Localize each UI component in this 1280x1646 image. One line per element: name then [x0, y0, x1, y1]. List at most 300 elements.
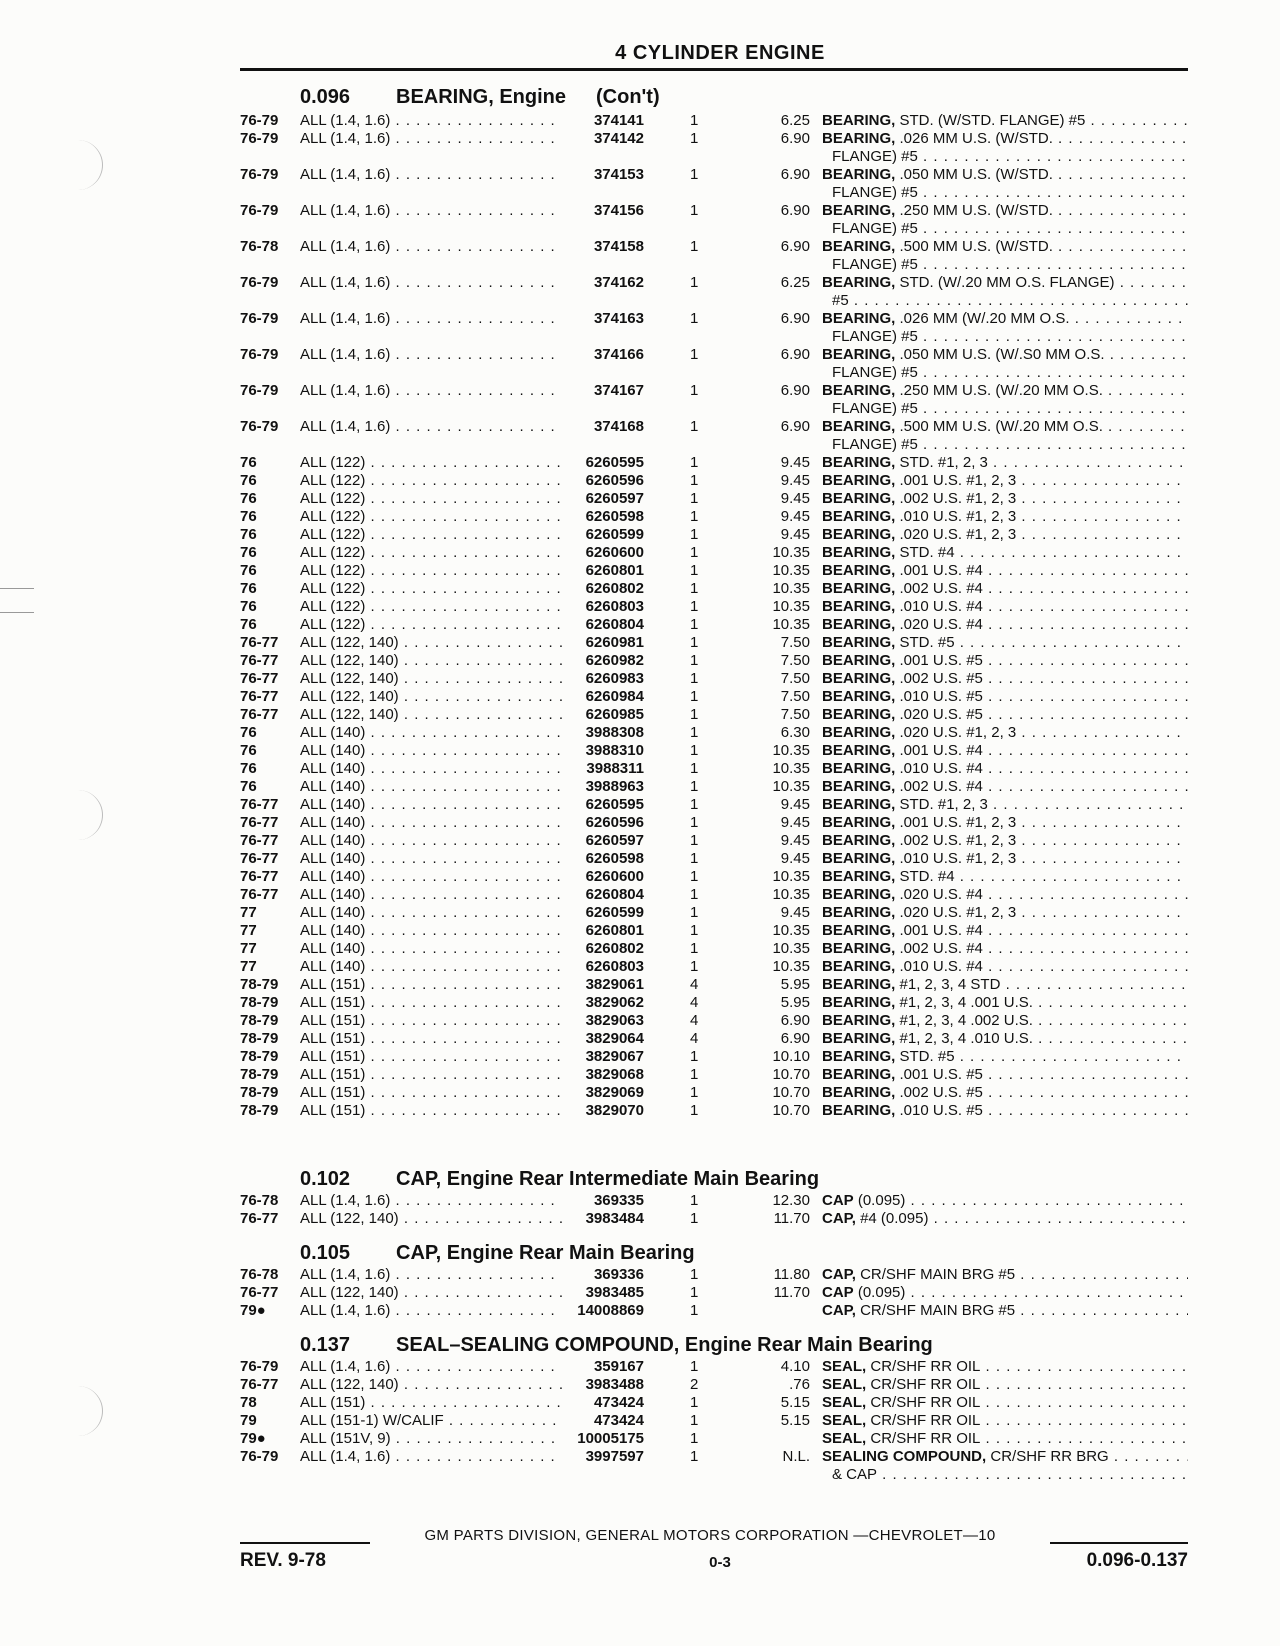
- part-number-cell: 3983484: [585, 1210, 644, 1227]
- quantity-cell: 1: [690, 1448, 699, 1465]
- description-keyword: BEARING,: [822, 112, 896, 129]
- description-text: .500 MM U.S. (W/STD.: [899, 238, 1053, 255]
- application-cell: ALL (122) . . .: [300, 526, 562, 544]
- table-row: [240, 1102, 1190, 1120]
- binder-hole: [58, 1386, 103, 1436]
- description-text: .002 U.S. #1, 2, 3: [899, 490, 1017, 507]
- description-cell: [822, 1430, 1188, 1448]
- price-cell: 10.70: [772, 1066, 810, 1083]
- description-keyword: BEARING,: [822, 760, 896, 777]
- section-continued: (Con't): [596, 86, 660, 108]
- quantity-cell: 1: [690, 1266, 699, 1283]
- year-cell: 76: [240, 778, 257, 795]
- table-row: [240, 670, 1190, 688]
- year-cell: 76-79: [240, 202, 279, 219]
- description-continuation: & CAP . . .: [832, 1466, 1188, 1484]
- price-cell: 6.90: [780, 1030, 810, 1047]
- part-number-cell: 374158: [593, 238, 644, 255]
- margin-mark: [0, 612, 34, 613]
- description-keyword: BEARING,: [822, 202, 896, 219]
- year-cell: 76-78: [240, 1266, 279, 1283]
- application-cell: ALL (122) . . .: [300, 562, 562, 580]
- part-number-cell: 6260983: [585, 670, 644, 687]
- price-cell: 6.90: [780, 418, 810, 435]
- year-cell: 76: [240, 616, 257, 633]
- year-cell: 78-79: [240, 1030, 279, 1047]
- part-number-cell: 6260804: [585, 616, 644, 633]
- application-cell: ALL (140) . . .: [300, 814, 562, 832]
- part-number-cell: 3829061: [585, 976, 644, 993]
- description-keyword: BEARING,: [822, 724, 896, 741]
- description-continuation: FLANGE) #5 . . .: [832, 436, 1188, 454]
- description-text: .001 U.S. #4: [899, 922, 983, 939]
- price-cell: 7.50: [780, 706, 810, 723]
- part-number-cell: 6260801: [585, 922, 644, 939]
- quantity-cell: 1: [690, 634, 699, 651]
- table-row: [240, 1284, 1190, 1302]
- footer-rule: [240, 1542, 370, 1544]
- description-cell: [822, 1084, 1188, 1102]
- year-cell: 76-77: [240, 886, 279, 903]
- description-cell: [822, 778, 1188, 796]
- year-cell: 76-79: [240, 382, 279, 399]
- section-code: 0.137: [300, 1334, 351, 1356]
- application-cell: ALL (122, 140) . . .: [300, 1284, 562, 1302]
- description-cell: [822, 454, 1188, 472]
- description-cell: [822, 598, 1188, 616]
- quantity-cell: 4: [690, 976, 699, 993]
- application-cell: ALL (1.4, 1.6) . . .: [300, 238, 562, 256]
- price-cell: 6.90: [780, 130, 810, 147]
- description-keyword: BEARING,: [822, 562, 896, 579]
- description-cell: [822, 580, 1188, 598]
- application-cell: ALL (151) . . .: [300, 976, 562, 994]
- quantity-cell: 1: [690, 418, 699, 435]
- description-text: STD. #5: [899, 1048, 955, 1065]
- price-cell: 10.35: [772, 616, 810, 633]
- application-cell: ALL (151) . . .: [300, 1048, 562, 1066]
- application-cell: ALL (140) . . .: [300, 868, 562, 886]
- application-cell: ALL (122) . . .: [300, 598, 562, 616]
- table-row: [240, 274, 1190, 292]
- part-number-cell: 3829070: [585, 1102, 644, 1119]
- price-cell: 9.45: [780, 472, 810, 489]
- description-text: .020 U.S. #1, 2, 3: [899, 724, 1017, 741]
- table-row: [240, 580, 1190, 598]
- description-text: .002 U.S. #4: [899, 580, 983, 597]
- margin-mark: [0, 588, 34, 589]
- description-keyword: BEARING,: [822, 850, 896, 867]
- quantity-cell: 1: [690, 238, 699, 255]
- description-cell: [822, 1376, 1188, 1394]
- application-cell: ALL (151V, 9) . . .: [300, 1430, 562, 1448]
- table-row: [240, 112, 1190, 130]
- quantity-cell: 1: [690, 778, 699, 795]
- description-cell: [822, 1210, 1188, 1228]
- description-text: CR/SHF RR OIL: [870, 1394, 981, 1411]
- description-text: CR/SHF RR OIL: [870, 1412, 981, 1429]
- year-cell: 76: [240, 526, 257, 543]
- description-keyword: CAP,: [822, 1302, 856, 1319]
- application-cell: ALL (122) . . .: [300, 472, 562, 490]
- quantity-cell: 1: [690, 1284, 699, 1301]
- description-text: (0.095): [857, 1192, 906, 1209]
- description-cell: [822, 742, 1188, 760]
- description-text: .001 U.S. #4: [899, 562, 983, 579]
- table-row: [240, 706, 1190, 724]
- application-cell: ALL (151) . . .: [300, 1102, 562, 1120]
- year-cell: 76-79: [240, 274, 279, 291]
- description-cell: [822, 670, 1188, 688]
- description-continuation: FLANGE) #5 . . .: [832, 220, 1188, 238]
- description-cell: [822, 904, 1188, 922]
- section-header-0102: [300, 1168, 819, 1191]
- quantity-cell: 1: [690, 1302, 699, 1319]
- description-text: (0.095): [857, 1284, 906, 1301]
- year-cell: 78-79: [240, 1102, 279, 1119]
- description-cell: [822, 706, 1188, 724]
- quantity-cell: 1: [690, 1412, 699, 1429]
- description-keyword: BEARING,: [822, 688, 896, 705]
- description-keyword: BEARING,: [822, 670, 896, 687]
- table-row: [240, 724, 1190, 742]
- quantity-cell: 1: [690, 616, 699, 633]
- quantity-cell: 1: [690, 1102, 699, 1119]
- price-cell: 9.45: [780, 904, 810, 921]
- description-cell: [822, 310, 1188, 328]
- year-cell: 76: [240, 490, 257, 507]
- year-cell: 76-79: [240, 1358, 279, 1375]
- year-cell: 76-77: [240, 832, 279, 849]
- description-text: CR/SHF MAIN BRG #5: [860, 1266, 1016, 1283]
- part-number-cell: 3997597: [585, 1448, 644, 1465]
- application-cell: ALL (122, 140) . . .: [300, 652, 562, 670]
- price-cell: N.L.: [782, 1448, 810, 1465]
- description-keyword: BEARING,: [822, 886, 896, 903]
- section-code: 0.102: [300, 1168, 351, 1190]
- price-cell: 11.70: [773, 1284, 810, 1301]
- table-row: [240, 796, 1190, 814]
- description-cell: [822, 688, 1188, 706]
- quantity-cell: 1: [690, 922, 699, 939]
- application-cell: ALL (140) . . .: [300, 778, 562, 796]
- description-continuation: FLANGE) #5 . . .: [832, 184, 1188, 202]
- description-keyword: CAP,: [822, 1266, 856, 1283]
- description-cell: [822, 202, 1188, 220]
- section-header-0137: [300, 1334, 933, 1357]
- description-keyword: BEARING,: [822, 958, 896, 975]
- table-row: [240, 976, 1190, 994]
- description-continuation: FLANGE) #5 . . .: [832, 328, 1188, 346]
- description-cell: [822, 1358, 1188, 1376]
- quantity-cell: 1: [690, 688, 699, 705]
- description-keyword: BEARING,: [822, 490, 896, 507]
- description-cell: [822, 976, 1188, 994]
- part-number-cell: 3829068: [585, 1066, 644, 1083]
- quantity-cell: 1: [690, 490, 699, 507]
- quantity-cell: 1: [690, 1210, 699, 1227]
- part-number-cell: 14008869: [577, 1302, 644, 1319]
- table-row: [240, 1012, 1190, 1030]
- price-cell: 7.50: [780, 634, 810, 651]
- table-row: [240, 130, 1190, 148]
- year-cell: 77: [240, 958, 257, 975]
- description-cell: [822, 1030, 1188, 1048]
- description-cell: [822, 1448, 1188, 1466]
- description-cell: [822, 796, 1188, 814]
- description-cell: [822, 526, 1188, 544]
- table-row: [240, 598, 1190, 616]
- year-cell: 76-77: [240, 868, 279, 885]
- table-row: [240, 634, 1190, 652]
- application-cell: ALL (140) . . .: [300, 922, 562, 940]
- year-cell: 78-79: [240, 1048, 279, 1065]
- description-cell: [822, 472, 1188, 490]
- part-number-cell: 3829064: [585, 1030, 644, 1047]
- application-cell: ALL (151) . . .: [300, 1030, 562, 1048]
- part-number-cell: 374156: [593, 202, 644, 219]
- description-keyword: BEARING,: [822, 274, 896, 291]
- price-cell: 5.15: [780, 1394, 810, 1411]
- price-cell: 5.95: [780, 994, 810, 1011]
- quantity-cell: 1: [690, 1084, 699, 1101]
- description-cell: [822, 1412, 1188, 1430]
- price-cell: 10.35: [772, 868, 810, 885]
- description-keyword: BEARING,: [822, 544, 896, 561]
- description-keyword: CAP,: [822, 1210, 856, 1227]
- description-keyword: BEARING,: [822, 1048, 896, 1065]
- part-number-cell: 473424: [593, 1412, 644, 1429]
- quantity-cell: 1: [690, 832, 699, 849]
- application-cell: ALL (151) . . .: [300, 1084, 562, 1102]
- part-number-cell: 3829063: [585, 1012, 644, 1029]
- application-cell: ALL (1.4, 1.6) . . .: [300, 1358, 562, 1376]
- part-number-cell: 374141: [593, 112, 644, 129]
- description-continuation: FLANGE) #5 . . .: [832, 364, 1188, 382]
- quantity-cell: 1: [690, 814, 699, 831]
- description-cell: [822, 832, 1188, 850]
- description-text: .020 U.S. #1, 2, 3: [899, 904, 1017, 921]
- description-keyword: SEAL,: [822, 1394, 867, 1411]
- year-cell: 79●: [240, 1302, 266, 1319]
- table-row: [240, 1030, 1190, 1048]
- description-cell: [822, 886, 1188, 904]
- application-cell: ALL (1.4, 1.6) . . .: [300, 1266, 562, 1284]
- description-text: .026 MM (W/.20 MM O.S.: [899, 310, 1070, 327]
- description-keyword: BEARING,: [822, 130, 896, 147]
- description-text: STD. #1, 2, 3: [899, 454, 988, 471]
- application-cell: ALL (122, 140) . . .: [300, 634, 562, 652]
- application-cell: ALL (140) . . .: [300, 940, 562, 958]
- price-cell: 9.45: [780, 454, 810, 471]
- application-cell: ALL (140) . . .: [300, 958, 562, 976]
- description-keyword: BEARING,: [822, 742, 896, 759]
- section-header-0096: [300, 86, 660, 109]
- description-text: STD. #1, 2, 3: [899, 796, 988, 813]
- section-code: 0.105: [300, 1242, 351, 1264]
- price-cell: 7.50: [780, 652, 810, 669]
- price-cell: 9.45: [780, 490, 810, 507]
- price-cell: 6.90: [780, 1012, 810, 1029]
- description-cell: [822, 940, 1188, 958]
- price-cell: 7.50: [780, 670, 810, 687]
- quantity-cell: 1: [690, 868, 699, 885]
- part-number-cell: 6260801: [585, 562, 644, 579]
- part-number-cell: 374153: [593, 166, 644, 183]
- year-cell: 76-77: [240, 1284, 279, 1301]
- part-number-cell: 6260984: [585, 688, 644, 705]
- table-row: [240, 508, 1190, 526]
- application-cell: ALL (122) . . .: [300, 616, 562, 634]
- part-number-cell: 6260597: [585, 490, 644, 507]
- year-cell: 78: [240, 1394, 257, 1411]
- description-text: .002 U.S. #5: [899, 670, 983, 687]
- description-keyword: BEARING,: [822, 814, 896, 831]
- table-row: [240, 886, 1190, 904]
- quantity-cell: 1: [690, 580, 699, 597]
- quantity-cell: 1: [690, 166, 699, 183]
- description-text: .010 U.S. #5: [899, 1102, 983, 1119]
- part-number-cell: 6260804: [585, 886, 644, 903]
- description-keyword: BEARING,: [822, 382, 896, 399]
- description-text: .002 U.S. #5: [899, 1084, 983, 1101]
- application-cell: ALL (122, 140) . . .: [300, 670, 562, 688]
- description-text: .002 U.S. #4: [899, 778, 983, 795]
- application-cell: ALL (151) . . .: [300, 1012, 562, 1030]
- price-cell: 6.25: [780, 112, 810, 129]
- description-cell: [822, 634, 1188, 652]
- description-cell: [822, 616, 1188, 634]
- description-cell: [822, 1048, 1188, 1066]
- quantity-cell: 4: [690, 1030, 699, 1047]
- part-number-cell: 359167: [593, 1358, 644, 1375]
- description-keyword: SEAL,: [822, 1358, 867, 1375]
- year-cell: 76: [240, 742, 257, 759]
- application-cell: ALL (122, 140) . . .: [300, 688, 562, 706]
- year-cell: 77: [240, 904, 257, 921]
- part-number-cell: 3988310: [585, 742, 644, 759]
- quantity-cell: 1: [690, 850, 699, 867]
- price-cell: 10.35: [772, 922, 810, 939]
- binder-hole: [58, 140, 103, 190]
- price-cell: 9.45: [780, 796, 810, 813]
- table-row: [240, 238, 1190, 256]
- description-text: .010 U.S. #1, 2, 3: [899, 508, 1017, 525]
- description-cell: [822, 868, 1188, 886]
- part-number-cell: 374163: [593, 310, 644, 327]
- application-cell: ALL (140) . . .: [300, 724, 562, 742]
- description-text: .020 U.S. #5: [899, 706, 983, 723]
- description-cell: [822, 166, 1188, 184]
- description-continuation: #5 . . .: [832, 292, 1188, 310]
- description-keyword: BEARING,: [822, 778, 896, 795]
- table-row: [240, 1066, 1190, 1084]
- application-cell: ALL (151) . . .: [300, 994, 562, 1012]
- year-cell: 76-77: [240, 796, 279, 813]
- quantity-cell: 1: [690, 742, 699, 759]
- price-cell: 11.70: [773, 1210, 810, 1227]
- quantity-cell: 4: [690, 994, 699, 1011]
- year-cell: 76-77: [240, 670, 279, 687]
- quantity-cell: 1: [690, 1430, 699, 1447]
- description-keyword: BEARING,: [822, 634, 896, 651]
- price-cell: 9.45: [780, 814, 810, 831]
- table-row: [240, 1084, 1190, 1102]
- application-cell: ALL (140) . . .: [300, 742, 562, 760]
- part-number-cell: 3829062: [585, 994, 644, 1011]
- quantity-cell: 1: [690, 796, 699, 813]
- application-cell: ALL (122, 140) . . .: [300, 1376, 562, 1394]
- year-cell: 76: [240, 724, 257, 741]
- year-cell: 76-77: [240, 1376, 279, 1393]
- price-cell: 10.35: [772, 544, 810, 561]
- description-text: #4 (0.095): [860, 1210, 929, 1227]
- table-row: [240, 994, 1190, 1012]
- year-cell: 76: [240, 580, 257, 597]
- part-number-cell: 3983485: [585, 1284, 644, 1301]
- year-cell: 77: [240, 940, 257, 957]
- quantity-cell: 1: [690, 472, 699, 489]
- description-keyword: BEARING,: [822, 526, 896, 543]
- description-cell: [822, 346, 1188, 364]
- part-number-cell: 6260803: [585, 958, 644, 975]
- description-text: STD. #4: [899, 868, 955, 885]
- description-cell: [822, 994, 1188, 1012]
- part-number-cell: 3988311: [586, 760, 644, 777]
- quantity-cell: 1: [690, 508, 699, 525]
- year-cell: 78-79: [240, 1012, 279, 1029]
- year-cell: 76-77: [240, 706, 279, 723]
- application-cell: ALL (1.4, 1.6) . . .: [300, 1302, 562, 1320]
- year-cell: 77: [240, 922, 257, 939]
- description-cell: [822, 724, 1188, 742]
- description-keyword: BEARING,: [822, 580, 896, 597]
- part-number-cell: 374166: [593, 346, 644, 363]
- description-text: #1, 2, 3, 4 .010 U.S.: [899, 1030, 1033, 1047]
- description-text: STD. #4: [899, 544, 955, 561]
- part-number-cell: 3988963: [585, 778, 644, 795]
- description-cell: [822, 814, 1188, 832]
- table-row: [240, 688, 1190, 706]
- year-cell: 76-77: [240, 688, 279, 705]
- year-cell: 78-79: [240, 994, 279, 1011]
- description-text: .002 U.S. #1, 2, 3: [899, 832, 1017, 849]
- description-keyword: BEARING,: [822, 598, 896, 615]
- table-row: [240, 454, 1190, 472]
- year-cell: 78-79: [240, 976, 279, 993]
- price-cell: 10.10: [772, 1048, 810, 1065]
- table-row: [240, 850, 1190, 868]
- application-cell: ALL (1.4, 1.6) . . .: [300, 166, 562, 184]
- price-cell: 10.70: [772, 1084, 810, 1101]
- table-row: [240, 832, 1190, 850]
- quantity-cell: 1: [690, 454, 699, 471]
- description-cell: [822, 1284, 1188, 1302]
- part-number-cell: 3988308: [585, 724, 644, 741]
- description-continuation: FLANGE) #5 . . .: [832, 400, 1188, 418]
- part-number-cell: 6260981: [585, 634, 644, 651]
- description-keyword: BEARING,: [822, 1084, 896, 1101]
- quantity-cell: 1: [690, 904, 699, 921]
- price-cell: 6.25: [780, 274, 810, 291]
- description-keyword: BEARING,: [822, 904, 896, 921]
- part-number-cell: 6260598: [585, 850, 644, 867]
- price-cell: 6.90: [780, 166, 810, 183]
- part-number-cell: 6260802: [585, 580, 644, 597]
- price-cell: 10.35: [772, 760, 810, 777]
- year-cell: 76: [240, 454, 257, 471]
- year-cell: 76-77: [240, 814, 279, 831]
